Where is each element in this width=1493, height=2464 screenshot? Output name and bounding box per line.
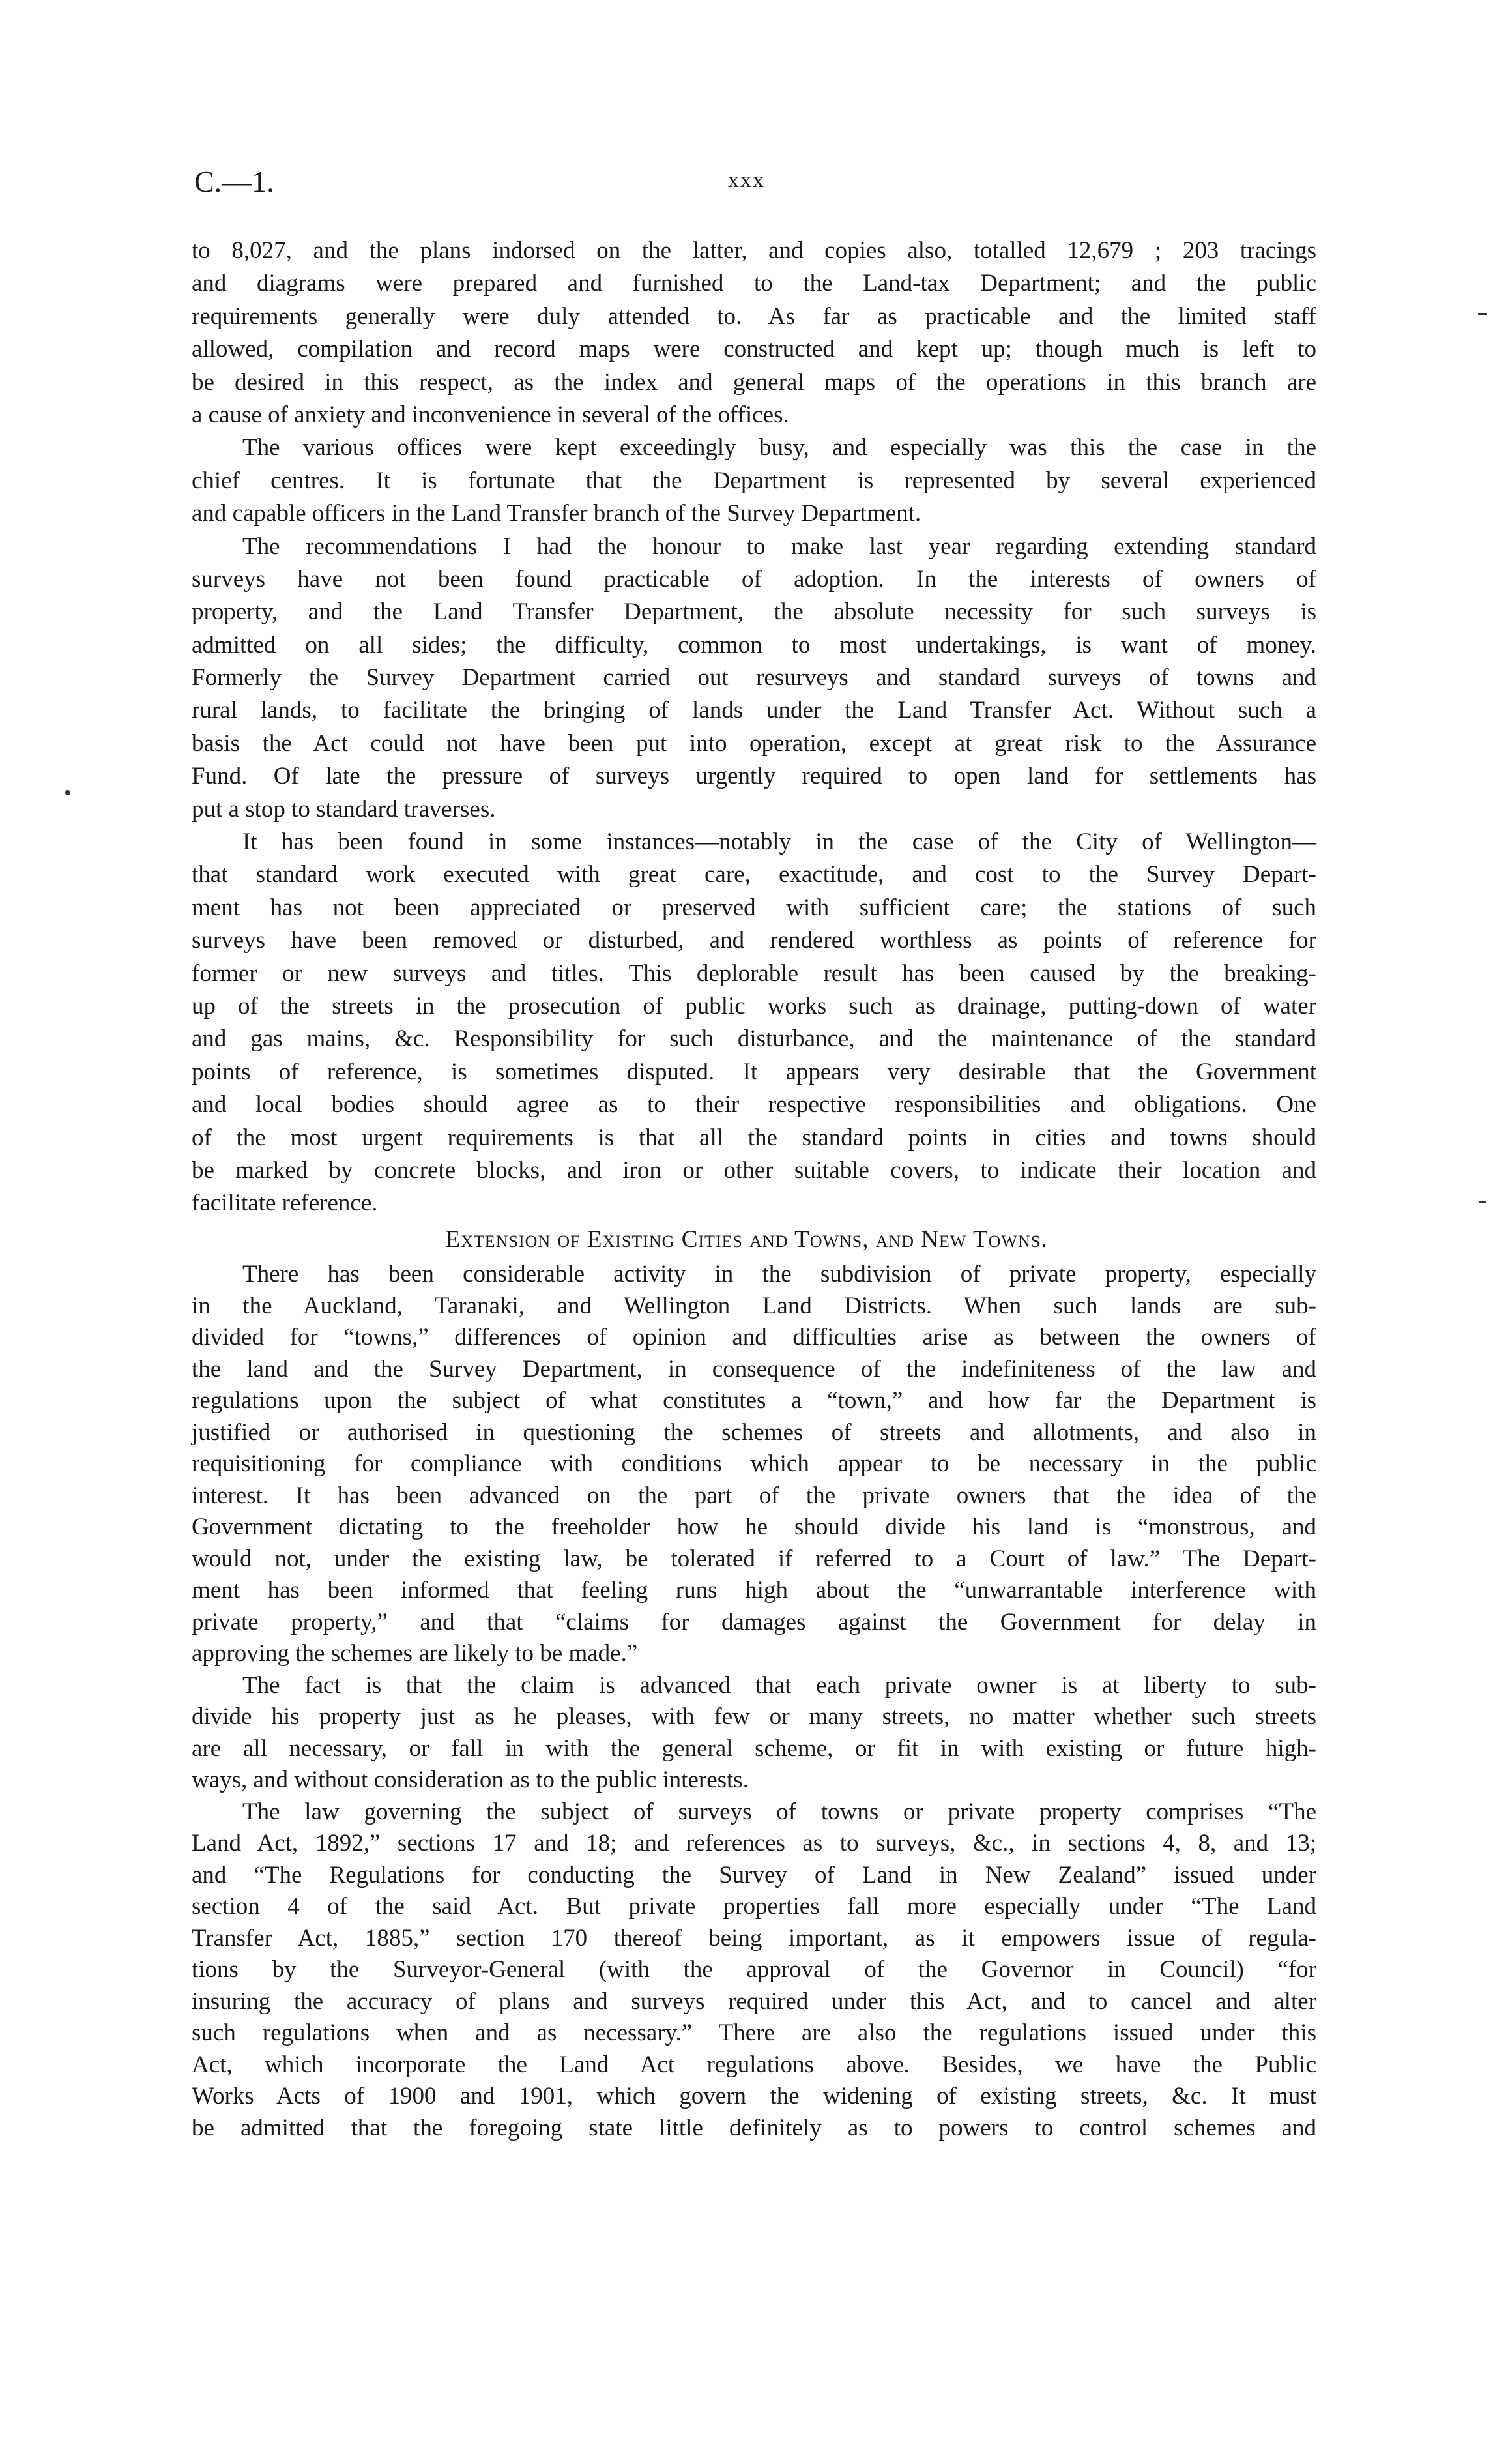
paragraph-line: Land Act, 1892,” sections 17 and 18; and references as to surveys, &c., in sections 4, 8, and 13; [192,1830,1316,1856]
paragraph-line: would not, under the existing law, be tolerated if referred to a Court of law.” The Depart- [192,1545,1316,1572]
paragraph-line: private property,” and that “claims for damages against the Government for delay in [192,1608,1316,1635]
paragraph-line: Formerly the Survey Department carried out resurveys and standard surveys of towns and [192,664,1316,692]
paragraph-line: tions by the Surveyor-General (with the approval of the Governor in Council) “for [192,1956,1316,1983]
paragraph-line: such regulations when and as necessary.” There are also the regulations issued under this [192,2019,1316,2046]
paragraph-line: section 4 of the said Act. But private properties fall more especially under “The Land [192,1893,1316,1920]
paragraph-line: a cause of anxiety and inconvenience in several of the offices. [192,401,789,428]
paragraph-line: put a stop to standard traverses. [192,795,496,823]
margin-mark [1479,1201,1486,1203]
paragraph-line: and local bodies should agree as to their respective responsibilities and obligations. One [192,1091,1316,1119]
paragraph-line: divide his property just as he pleases, with few or many streets, no matter whether such streets [192,1703,1316,1730]
paragraph-line: surveys have not been found practicable of adoption. In the interests of owners of [192,565,1316,593]
paragraph-line: It has been found in some instances—notably in the case of the City of Wellington— [242,829,1316,856]
paragraph-line: justified or authorised in questioning the schemes of streets and allotments, and also in [192,1418,1316,1446]
paragraph-line: be marked by concrete blocks, and iron or other suitable covers, to indicate their location and [192,1156,1316,1184]
paragraph-line: former or new surveys and titles. This deplorable result has been caused by the breaking- [192,960,1316,987]
paragraph-line: ways, and without consideration as to the public interests. [192,1767,749,1793]
paragraph-line: up of the streets in the prosecution of public works such as drainage, putting-down of water [192,992,1316,1019]
paragraph-line: Act, which incorporate the Land Act regulations above. Besides, we have the Public [192,2051,1316,2078]
paragraph-line: and “The Regulations for conducting the Survey of Land in New Zealand” issued under [192,1861,1316,1888]
paragraph-line: be admitted that the foregoing state little definitely as to powers to control schemes and [192,2114,1316,2141]
paragraph-line: The law governing the subject of surveys of towns or private property comprises “The [242,1798,1316,1825]
paragraph-line: points of reference, is sometimes disputed. It appears very desirable that the Government [192,1058,1316,1085]
paragraph-line: divided for “towns,” differences of opinion and difficulties arise as between the owners of [192,1324,1316,1351]
paragraph-line: the land and the Survey Department, in consequence of the indefiniteness of the law and [192,1355,1316,1383]
paragraph-line: admitted on all sides; the difficulty, common to most undertakings, is want of money. [192,631,1316,658]
body-section-2 [192,1259,1316,2144]
paragraph-line: Transfer Act, 1885,” section 170 thereof being important, as it empowers issue of regula- [192,1924,1316,1952]
paragraph-line: The various offices were kept exceedingly busy, and especially was this the case in the [242,434,1316,462]
paragraph-line: chief centres. It is fortunate that the Department is represented by several experienced [192,467,1316,494]
paragraph-line: approving the schemes are likely to be made.” [192,1640,638,1667]
page-number: xxx [728,168,765,192]
margin-mark [1478,313,1487,315]
paragraph-line: requisitioning for compliance with conditions which appear to be necessary in the public [192,1450,1316,1477]
paragraph-line: Works Acts of 1900 and 1901, which govern the widening of existing streets, &c. It must [192,2083,1316,2109]
margin-mark [65,790,70,795]
paragraph-line: and gas mains, &c. Responsibility for such disturbance, and the maintenance of the standard [192,1025,1316,1053]
paragraph-line: of the most urgent requirements is that all the standard points in cities and towns should [192,1124,1316,1151]
paragraph-line: and diagrams were prepared and furnished to the Land-tax Department; and the public [192,270,1316,297]
paragraph-line: that standard work executed with great care, exactitude, and cost to the Survey Depart- [192,861,1316,888]
paragraph-line: basis the Act could not have been put into operation, except at great risk to the Assurance [192,729,1316,757]
paragraph-line: requirements generally were duly attended to. As far as practicable and the limited staff [192,302,1316,330]
document-reference: C.—1. [194,165,274,198]
paragraph-line: property, and the Land Transfer Department, the absolute necessity for such surveys is [192,598,1316,626]
paragraph-line: ment has been informed that feeling runs high about the “unwarrantable interference with [192,1577,1316,1604]
paragraph-line: to 8,027, and the plans indorsed on the latter, and copies also, totalled 12,679 ; 203 tracings [192,237,1316,264]
paragraph-line: interest. It has been advanced on the part of the private owners that the idea of the [192,1482,1316,1509]
paragraph-line: in the Auckland, Taranaki, and Wellington Land Districts. When such lands are sub- [192,1292,1316,1319]
paragraph-line: ment has not been appreciated or preserved with sufficient care; the stations of such [192,894,1316,921]
paragraph-line: insuring the accuracy of plans and surveys required under this Act, and to cancel and alter [192,1987,1316,2015]
paragraph-line: allowed, compilation and record maps were constructed and kept up; though much is left to [192,336,1316,363]
paragraph-line: Fund. Of late the pressure of surveys urgently required to open land for settlements has [192,763,1316,790]
body-section-1 [192,235,1316,1220]
paragraph-line: rural lands, to facilitate the bringing of lands under the Land Transfer Act. Without such a [192,697,1316,724]
paragraph-line: be desired in this respect, as the index and general maps of the operations in this branch are [192,368,1316,396]
paragraph-line: The recommendations I had the honour to make last year regarding extending standard [242,533,1316,560]
paragraph-line: are all necessary, or fall in with the general scheme, or fit in with existing or future high- [192,1735,1316,1762]
paragraph-line: facilitate reference. [192,1190,378,1217]
paragraph-line: Government dictating to the freeholder how he should divide his land is “monstrous, and [192,1514,1316,1540]
section-heading: Extension of Existing Cities and Towns, and New Towns. [445,1226,1048,1253]
paragraph-line: regulations upon the subject of what constitutes a “town,” and how far the Department is [192,1387,1316,1414]
paragraph-line: and capable officers in the Land Transfer branch of the Survey Department. [192,500,921,527]
paragraph-line: surveys have been removed or disturbed, and rendered worthless as points of reference for [192,927,1316,954]
paragraph-line: The fact is that the claim is advanced that each private owner is at liberty to sub- [242,1671,1316,1699]
paragraph-line: There has been considerable activity in the subdivision of private property, especially [242,1261,1316,1287]
